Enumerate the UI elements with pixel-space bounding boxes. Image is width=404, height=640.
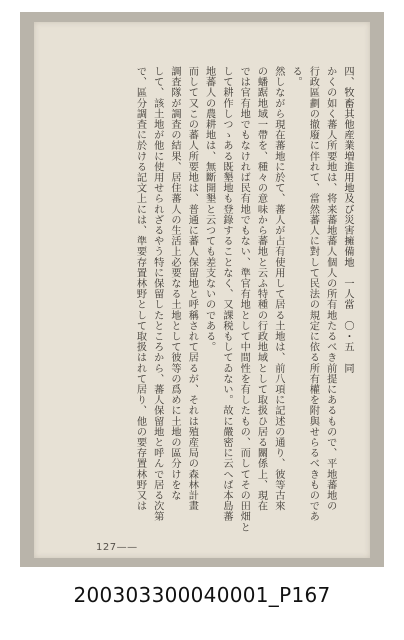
text-line: では官有地でもなければ民有地でもない、準官有地として中間性を有したもの、而してその田畑と [238,66,250,533]
text-line: して、該土地が他に使用せられざるやう特に保留したところから、蕃人保留地と呼んで居る次第 [151,66,163,522]
text-line: る。 [290,66,302,88]
text-line: で、區分調査に於ける記文上には、準要存置林野として取扱はれて居り、他の要存置林野又は [134,66,146,512]
text-line: 而して又この蕃人所要地は、普通に蕃人保留地と呼稱されて居るが、それは殖産局の森林計畫 [186,66,198,512]
text-line: の蟠踞地域一帶を、種々の意味から蕃地と云ふ特種の行政地域として取扱ひ居る關係上、現在 [255,66,267,512]
text-line: して耕作しつゝある既墾地も登錄することなく、又課税もしてゐない。故に嚴密に云へば本島蕃 [220,66,232,522]
vertical-text-body [64,66,356,536]
text-line: かくの如く蕃人所要地は、将来蕃地蕃人個人の所有地たるべき前提にあるもので、平地蕃地の [324,66,336,512]
page-number: 127—— [96,542,138,553]
text-line: 然しながら現在蕃地に於て、蕃人が占有使用して居る土地は、前八項に記述の通り、彼等古來 [272,66,284,512]
text-line: 行政區劃の撤廢に伴れて、當然蕃人に對して民法の規定に依る所有權を附與せらるべきものであ [307,66,319,522]
text-line: 地蕃人の農耕地は、無斷開墾と云つても差支ないのである。 [203,66,215,353]
image-caption: 200303300040001_P167 [73,583,331,607]
book-page [34,22,370,558]
text-line: 調査隊が調査の結果、居住蕃人の生活上必要なる土地として彼等の爲めに土地の區分けをな [169,66,181,501]
section-heading: 四、牧畜其他産業増進用地及び災害擁備地 一人當 〇・五 同 [342,66,353,374]
